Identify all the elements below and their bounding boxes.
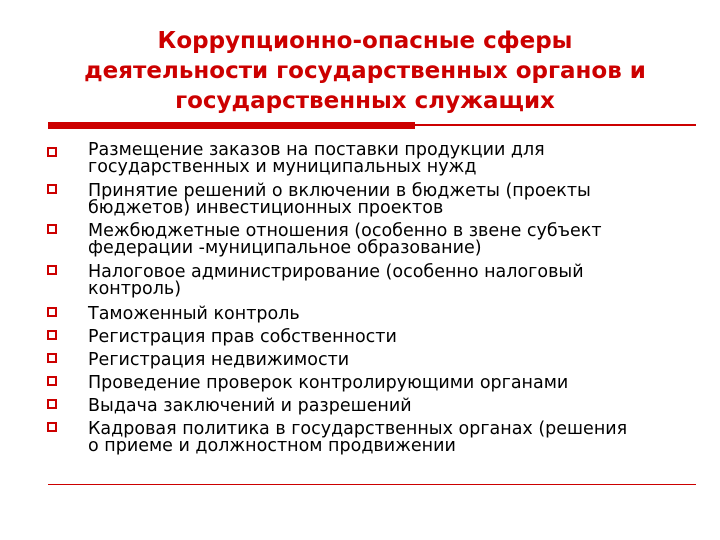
page-title [40,26,690,116]
list-item: Регистрация недвижимости [88,350,350,370]
hollow-square-bullet-icon [47,265,57,275]
list-item: Налоговое администрирование (особенно налоговый контроль) [88,262,584,299]
hollow-square-bullet-icon [47,330,57,340]
hollow-square-bullet-icon [47,399,57,409]
top-divider-accent [48,122,415,129]
hollow-square-bullet-icon [47,353,57,363]
list-item: Проведение проверок контролирующими органами [88,373,569,393]
list-item: Выдача заключений и разрешений [88,396,412,416]
list-item: Принятие решений о включении в бюджеты (проекты бюджетов) инвестиционных проектов [88,181,591,218]
hollow-square-bullet-icon [47,422,57,432]
hollow-square-bullet-icon [47,147,57,157]
hollow-square-bullet-icon [47,376,57,386]
bottom-divider [48,484,696,485]
list-item: Межбюджетные отношения (особенно в звене субъект федерации -муниципальное образование) [88,221,602,258]
list-item: Кадровая политика в государственных органах (решения о приеме и должностном продвижении [88,419,628,456]
title-line-1: Коррупционно-опасные сферы [157,28,573,54]
title-line-2: деятельности государственных органов и [84,58,646,84]
hollow-square-bullet-icon [47,184,57,194]
list-item: Таможенный контроль [88,304,300,324]
list-item: Размещение заказов на поставки продукции для государственных и муниципальных нужд [88,140,545,177]
list-item: Регистрация прав собственности [88,327,397,347]
title-line-3: государственных служащих [175,88,555,114]
hollow-square-bullet-icon [47,224,57,234]
hollow-square-bullet-icon [47,307,57,317]
